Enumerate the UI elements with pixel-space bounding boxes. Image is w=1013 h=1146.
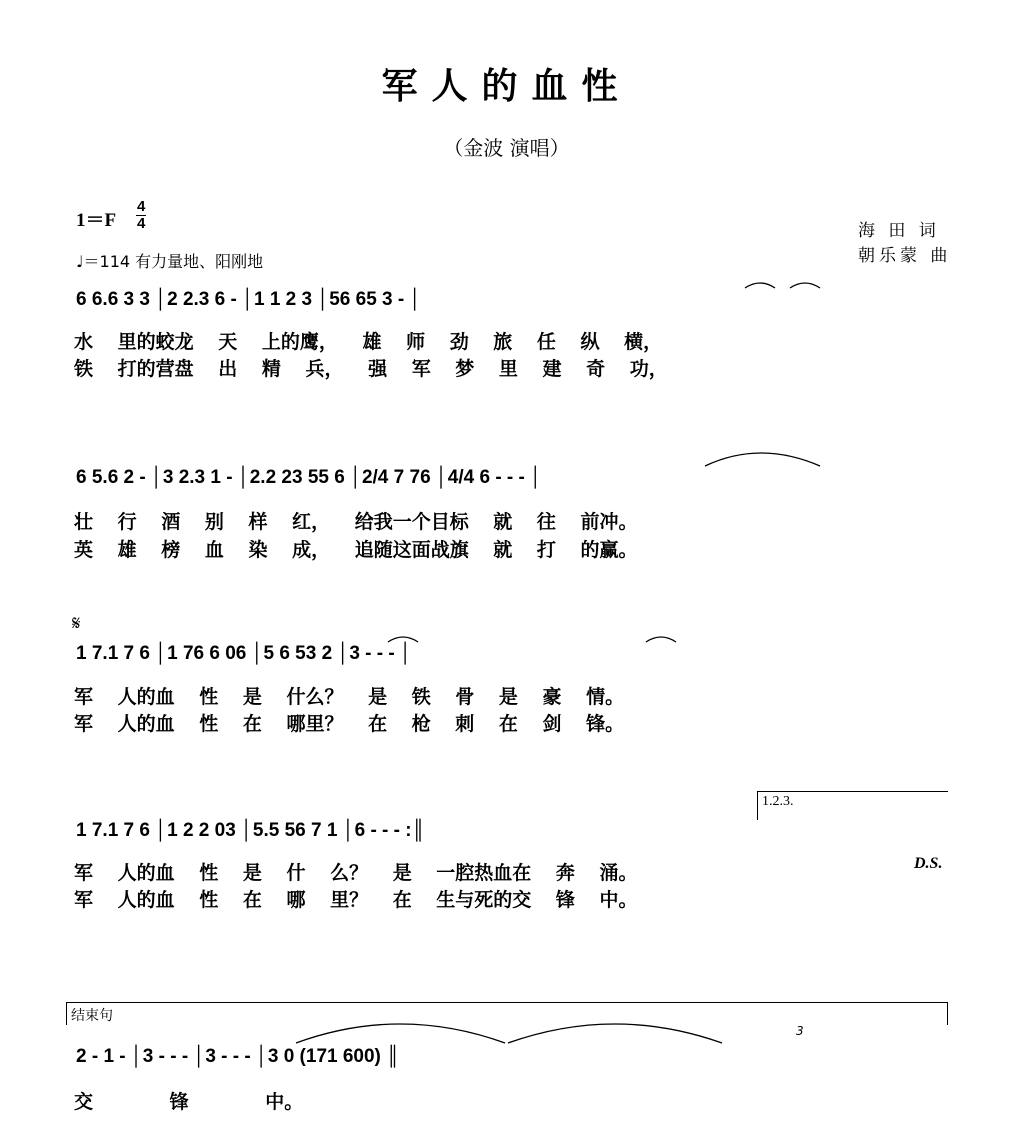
lyrics-row-2b: 英 雄 榜 血 染 成， 追随这面战旗 就 打 的赢。 — [74, 539, 638, 561]
lyrics-row-3a: 军 人的血 性 是 什么？ 是 铁 骨 是 豪 情。 — [74, 686, 625, 708]
notes-row-4: 1 7.1 7 6 │1 2 2 03 │5.5 56 7 1 │6 - - - :║ — [76, 820, 426, 841]
lyrics-row-4a: 军 人的血 性 是 什 么？ 是 一腔热血在 奔 涌。 — [74, 862, 638, 884]
dal-segno-marking: D.S. — [914, 855, 943, 872]
lyrics-row-3b: 军 人的血 性 在 哪里？ 在 枪 刺 在 剑 锋。 — [74, 713, 625, 735]
time-numerator: 4 — [137, 198, 146, 215]
lyricist-credit: 海 田 词 — [858, 221, 940, 241]
ending-label: 结束句 — [71, 1008, 113, 1024]
singer-credit: （金波 演唱） — [443, 136, 570, 160]
tie-1 — [296, 1024, 505, 1043]
segno-sign: 𝄋 — [72, 611, 81, 635]
slur-1 — [745, 283, 775, 288]
key-signature: 1＝F — [76, 210, 117, 231]
tempo-marking: ♩＝114 有力量地、阳刚地 — [76, 252, 264, 271]
lyrics-row-1a: 水 里的蛟龙 天 上的鹰， 雄 师 劲 旅 任 纵 横， — [74, 331, 663, 353]
notes-row-5: 2 - 1 - │3 - - - │3 - - - │3 0 (171 600) ║ — [76, 1046, 400, 1067]
slur-2 — [790, 283, 820, 288]
slur-3 — [705, 453, 820, 466]
lyrics-row-4b: 军 人的血 性 在 哪 里？ 在 生与死的交 锋 中。 — [74, 889, 638, 911]
notes-row-1: 6 6.6 3 3 │2 2.3 6 - │1 1 2 3 │56 65 3 - │ — [76, 289, 422, 310]
notes-row-2: 6 5.6 2 - │3 2.3 1 - │2.2 23 55 6 │2/4 7 76 │4/4 6 - - - │ — [76, 467, 543, 488]
volta-label: 1.2.3. — [762, 794, 794, 809]
composer-credit: 朝乐蒙 曲 — [858, 246, 952, 266]
lyrics-row-2a: 壮 行 酒 别 样 红， 给我一个目标 就 往 前冲。 — [74, 511, 638, 533]
lyrics-row-1b: 铁 打的营盘 出 精 兵， 强 军 梦 里 建 奇 功， — [74, 358, 668, 380]
time-denominator: 4 — [137, 215, 146, 232]
song-title: 军人的血性 — [381, 65, 632, 107]
notes-row-3: 1 7.1 7 6 │1 76 6 06 │5 6 53 2 │3 - - - │ — [76, 643, 412, 664]
slur-4 — [388, 637, 418, 642]
tie-2 — [508, 1024, 722, 1043]
triplet-mark: 3 — [796, 1024, 804, 1038]
lyrics-row-5: 交 锋 中。 — [74, 1091, 304, 1113]
slur-5 — [646, 637, 676, 642]
